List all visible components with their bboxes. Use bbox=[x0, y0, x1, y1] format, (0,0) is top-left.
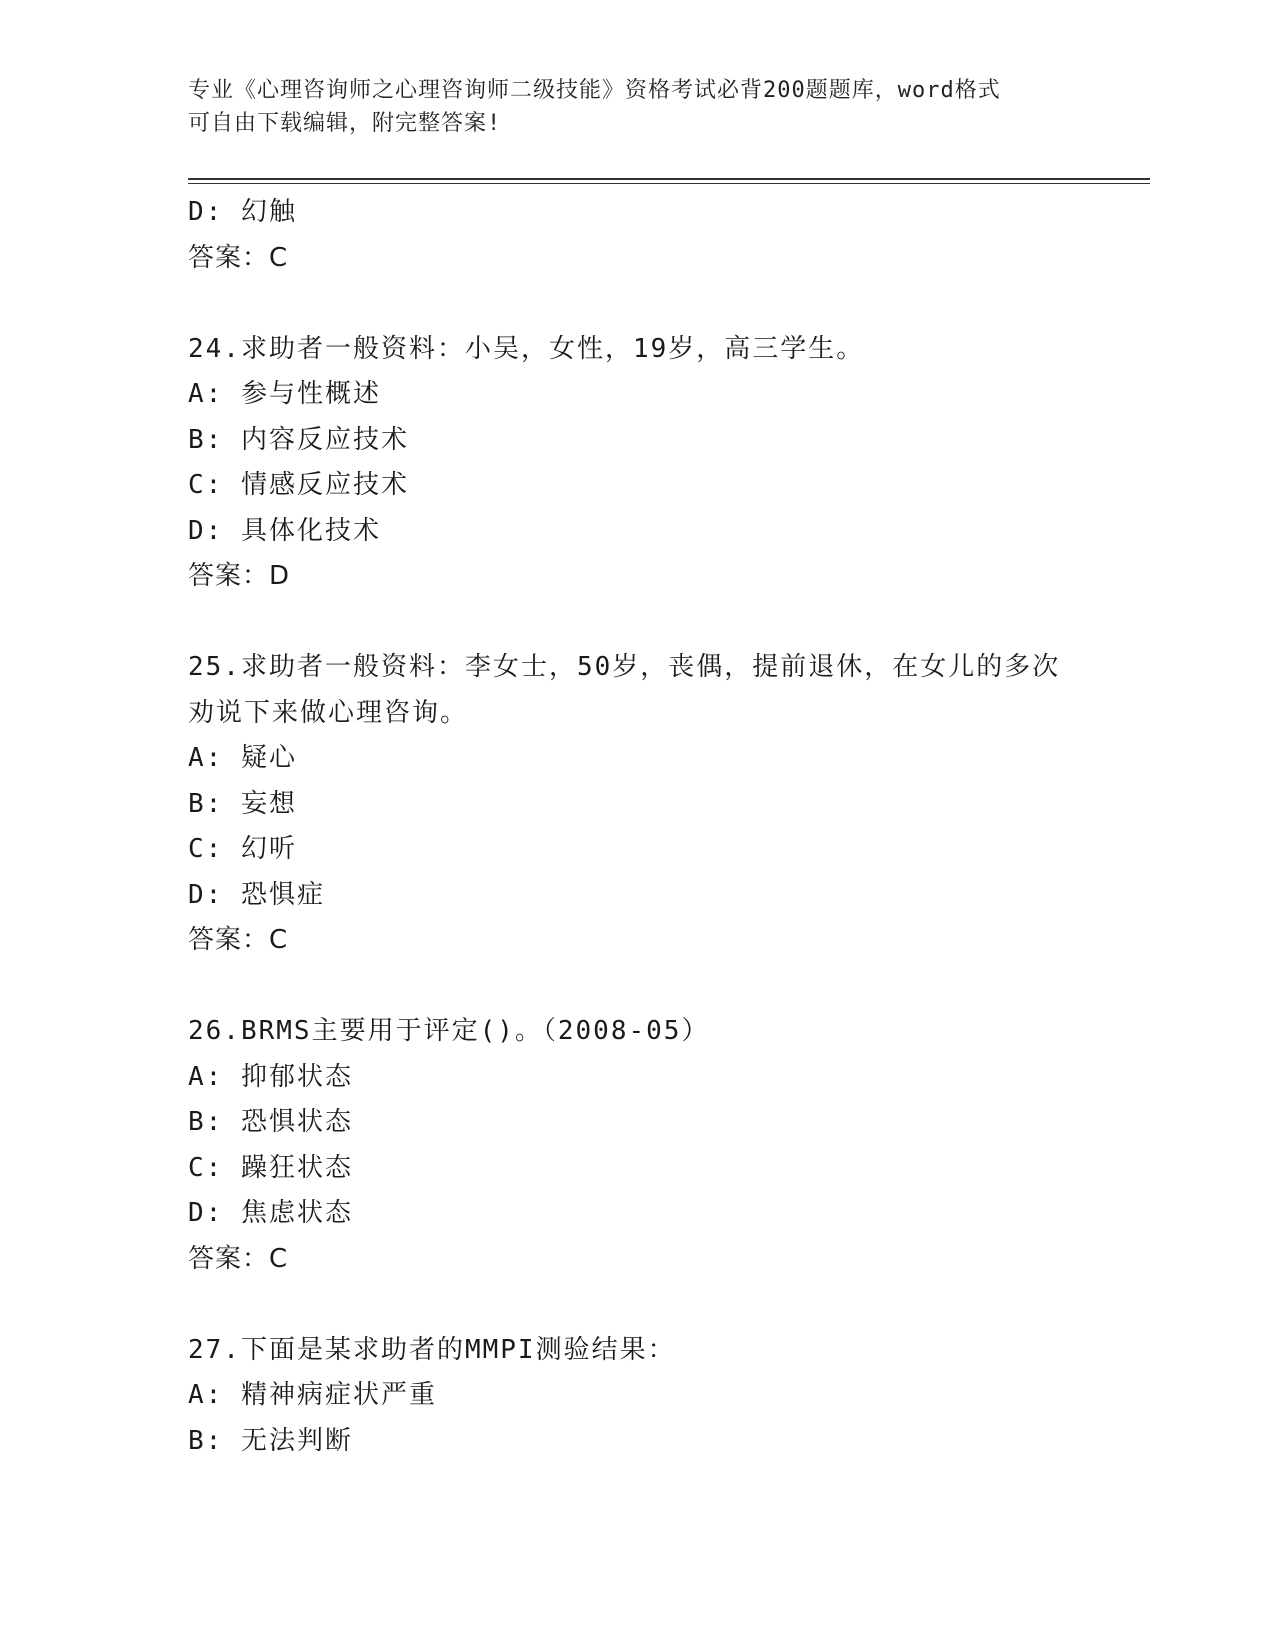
question-stem-line-2: 劝说下来做心理咨询。 bbox=[188, 697, 469, 728]
option-a: A: 参与性概述 bbox=[188, 379, 381, 409]
answer-line: 答案：D bbox=[188, 561, 291, 591]
question-content bbox=[188, 190, 1108, 1464]
header-title-line-1: 专业《心理咨询师之心理咨询师二级技能》资格考试必背200题题库，word格式 bbox=[188, 78, 1001, 103]
question-24 bbox=[188, 327, 1108, 600]
question-stem: 27.下面是某求助者的MMPI测验结果： bbox=[188, 1334, 676, 1365]
option-a: A: 精神病症状严重 bbox=[188, 1380, 437, 1410]
header-title-line-2: 可自由下载编辑，附完整答案! bbox=[188, 111, 502, 136]
question-23-tail bbox=[188, 190, 1108, 281]
spacer bbox=[188, 964, 1108, 1010]
page-header bbox=[188, 74, 1088, 140]
option-a: A: 疑心 bbox=[188, 743, 297, 773]
header-rule-thick bbox=[188, 178, 1150, 180]
answer-line: 答案：C bbox=[188, 925, 289, 955]
option-d: D: 具体化技术 bbox=[188, 515, 381, 546]
question-stem: 26.BRMS主要用于评定()。（2008-05） bbox=[188, 1016, 710, 1046]
option-d: D: 焦虑状态 bbox=[188, 1198, 353, 1228]
header-rule-thin bbox=[188, 183, 1150, 184]
answer-line: 答案：C bbox=[188, 242, 289, 273]
option-c: C: 情感反应技术 bbox=[188, 470, 409, 500]
spacer bbox=[188, 281, 1108, 327]
option-b: B: 妄想 bbox=[188, 788, 297, 819]
question-25 bbox=[188, 645, 1108, 964]
spacer bbox=[188, 1282, 1108, 1328]
option-d: D: 恐惧症 bbox=[188, 879, 325, 910]
option-b: B: 恐惧状态 bbox=[188, 1107, 353, 1137]
option-c: C: 躁狂状态 bbox=[188, 1152, 353, 1183]
question-26 bbox=[188, 1009, 1108, 1282]
option-a: A: 抑郁状态 bbox=[188, 1061, 353, 1092]
option-c: C: 幻听 bbox=[188, 834, 297, 864]
option-b: B: 无法判断 bbox=[188, 1425, 353, 1456]
question-stem-line-1: 25.求助者一般资料：李女士，50岁，丧偶，提前退休，在女儿的多次 bbox=[188, 652, 1061, 682]
answer-line: 答案：C bbox=[188, 1243, 289, 1274]
option-d: D: 幻触 bbox=[188, 197, 297, 227]
spacer bbox=[188, 600, 1108, 646]
option-b: B: 内容反应技术 bbox=[188, 424, 409, 455]
question-27 bbox=[188, 1328, 1108, 1465]
question-stem: 24.求助者一般资料：小吴，女性，19岁，高三学生。 bbox=[188, 333, 865, 364]
